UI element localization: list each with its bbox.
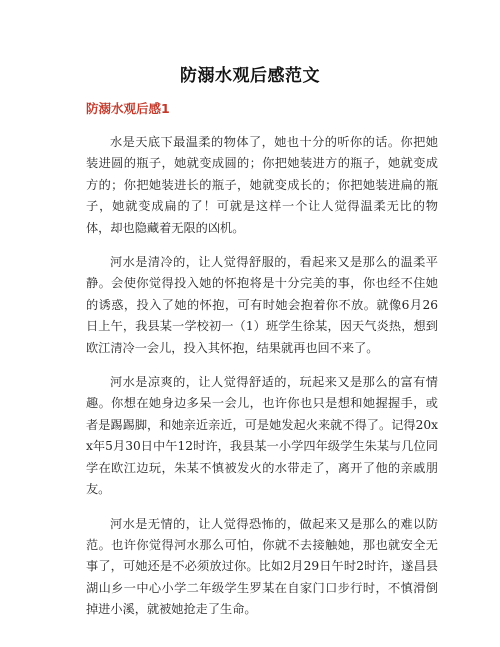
paragraph: 河水是清冷的，让人觉得舒服的，看起来又是那么的温柔平静。会使你觉得投入她的怀抱将是十分完美的事，你也经不住她的诱惑，投入了她的怀抱，可有时她会抱着你不放。就像6月26日上午，我县某一学校初一（1）班学生徐某，因天气炎热，想到欧江清冷一会儿，投入其怀抱，结果就再也回不来了。 (86, 255, 438, 355)
paragraph: 河水是无情的，让人觉得恐怖的，做起来又是那么的难以防范。也许你觉得河水那么可怕，你就不去接触她，那也就安全无事了，可她还是不必须放过你。比如2月29日午时2时许，遂昌县湖山乡一中心小学二年级学生罗某在自家门口步行时，不慎滑倒掉进小溪，就被她抢走了生命。 (86, 516, 438, 617)
paragraph: 水是天底下最温柔的物体了，她也十分的听你的话。你把她装进圆的瓶子，她就变成圆的；你把她装进方的瓶子，她就变成方的；你把她装进长的瓶子，她就变成长的；你把她装进扁的瓶子，她就变成扁的了！可就是这样一个让人觉得温柔无比的物体，却也隐藏着无限的凶机。 (86, 135, 438, 235)
section-heading: 防溺水观后感1 (86, 101, 170, 116)
paragraph: 河水是凉爽的，让人觉得舒适的，玩起来又是那么的富有情趣。你想在她身边多呆一会儿，也许你也只是想和她握握手，或者是踢踢脚，和她亲近亲近，可是她发起火来就不得了。记得20xx年5月30日中午12时许，我县某一小学四年级学生朱某与几位同学在欧江边玩，朱某不慎被发火的水带走了，离开了他的亲戚朋友。 (86, 375, 438, 497)
document-body (86, 132, 438, 634)
document-title: 防溺水观后感范文 (180, 66, 320, 86)
